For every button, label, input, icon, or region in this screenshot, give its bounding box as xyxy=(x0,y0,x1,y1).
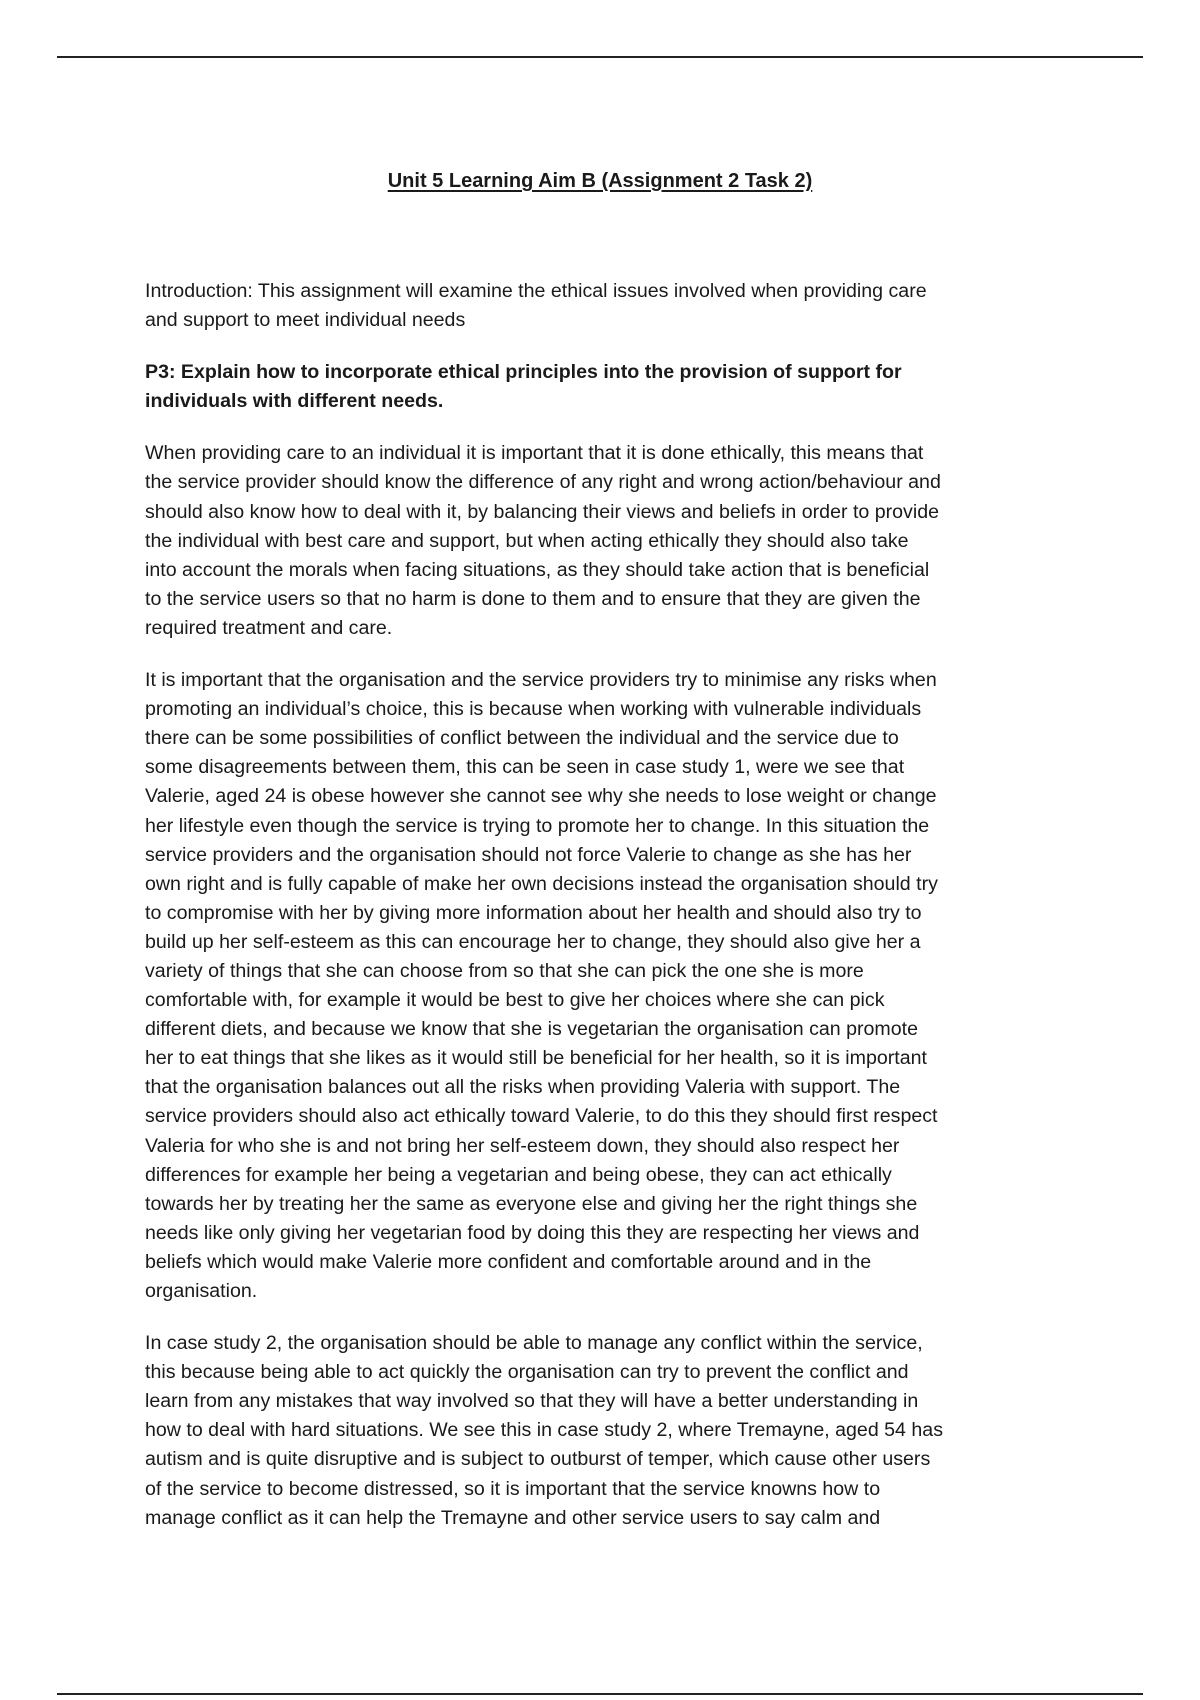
text-line: should also know how to deal with it, by balancing their views and beliefs in order to provide xyxy=(145,500,939,523)
text-line: Introduction: This assignment will examine the ethical issues involved when providing care xyxy=(145,280,927,302)
text-line: It is important that the organisation and the service providers try to minimise any risks when xyxy=(145,669,937,692)
bottom-rule xyxy=(57,1693,1143,1695)
text-line: Valeria for who she is and not bring her self-esteem down, they should also respect her xyxy=(145,1134,900,1157)
body-paragraph xyxy=(145,277,1073,335)
text-line: comfortable with, for example it would be best to give her choices where she can pick xyxy=(145,989,885,1012)
text-line: required treatment and care. xyxy=(145,616,393,639)
text-line: P3: Explain how to incorporate ethical principles into the provision of support for xyxy=(145,361,902,384)
text-line: service providers and the organisation should not force Valerie to change as she has her xyxy=(145,843,912,866)
text-line: service providers should also act ethically toward Valerie, to do this they should first respect xyxy=(145,1105,938,1128)
text-line: towards her by treating her the same as everyone else and giving her the right things she xyxy=(145,1192,918,1215)
text-line: In case study 2, the organisation should be able to manage any conflict within the service, xyxy=(145,1332,923,1355)
text-line: to compromise with her by giving more information about her health and should also try to xyxy=(145,901,922,924)
text-line: beliefs which would make Valerie more confident and comfortable around and in the xyxy=(145,1250,872,1273)
text-line: variety of things that she can choose from so that she can pick the one she is more xyxy=(145,959,864,982)
text-line: When providing care to an individual it is important that it is done ethically, this means that xyxy=(145,442,924,465)
text-line: to the service users so that no harm is done to them and to ensure that they are given the xyxy=(145,587,921,610)
text-line: into account the morals when facing situations, as they should take action that is beneficial xyxy=(145,558,930,581)
text-line: of the service to become distressed, so it is important that the service knowns how to xyxy=(145,1477,881,1500)
text-line: that the organisation balances out all the risks when providing Valeria with support. The xyxy=(145,1076,901,1099)
text-line: needs like only giving her vegetarian food by doing this they are respecting her views and xyxy=(145,1221,920,1244)
text-line: organisation. xyxy=(145,1280,258,1302)
text-line: her to eat things that she likes as it would still be beneficial for her health, so it is important xyxy=(145,1047,927,1070)
text-line: different diets, and because we know that she is vegetarian the organisation can promote xyxy=(145,1018,918,1041)
text-line: learn from any mistakes that way involved so that they will have a better understanding in xyxy=(145,1390,919,1413)
text-line: this because being able to act quickly the organisation can try to prevent the conflict and xyxy=(145,1361,909,1384)
text-line: autism and is quite disruptive and is subject to outburst of temper, which cause other users xyxy=(145,1448,931,1471)
top-rule xyxy=(57,56,1143,58)
text-line: the service provider should know the difference of any right and wrong action/behaviour and xyxy=(145,471,941,494)
text-line: some disagreements between them, this can be seen in case study 1, were we see that xyxy=(145,756,905,779)
text-line: promoting an individual’s choice, this is because when working with vulnerable individuals xyxy=(145,698,922,721)
text-line: the individual with best care and support, but when acting ethically they should also take xyxy=(145,529,909,552)
text-line: her lifestyle even though the service is trying to promote her to change. In this situation the xyxy=(145,814,930,837)
body-paragraph xyxy=(145,439,1073,643)
text-line: manage conflict as it can help the Tremayne and other service users to say calm and xyxy=(145,1506,881,1529)
text-line: individuals with different needs. xyxy=(145,390,444,413)
document-body xyxy=(145,277,1073,1556)
text-line: Valerie, aged 24 is obese however she cannot see why she needs to lose weight or change xyxy=(145,785,937,808)
body-paragraph xyxy=(145,1329,1073,1533)
body-paragraph xyxy=(145,666,1073,1306)
text-line: and support to meet individual needs xyxy=(145,309,466,332)
text-line: how to deal with hard situations. We see this in case study 2, where Tremayne, aged 54 has xyxy=(145,1419,943,1442)
text-line: differences for example her being a vegetarian and being obese, they can act ethically xyxy=(145,1163,892,1186)
text-line: there can be some possibilities of conflict between the individual and the service due to xyxy=(145,727,899,750)
text-line: build up her self-esteem as this can encourage her to change, they should also give her a xyxy=(145,930,921,953)
text-line: own right and is fully capable of make her own decisions instead the organisation should try xyxy=(145,872,938,895)
document-title: Unit 5 Learning Aim B (Assignment 2 Task 2) xyxy=(387,170,813,192)
section-heading xyxy=(145,358,1073,416)
